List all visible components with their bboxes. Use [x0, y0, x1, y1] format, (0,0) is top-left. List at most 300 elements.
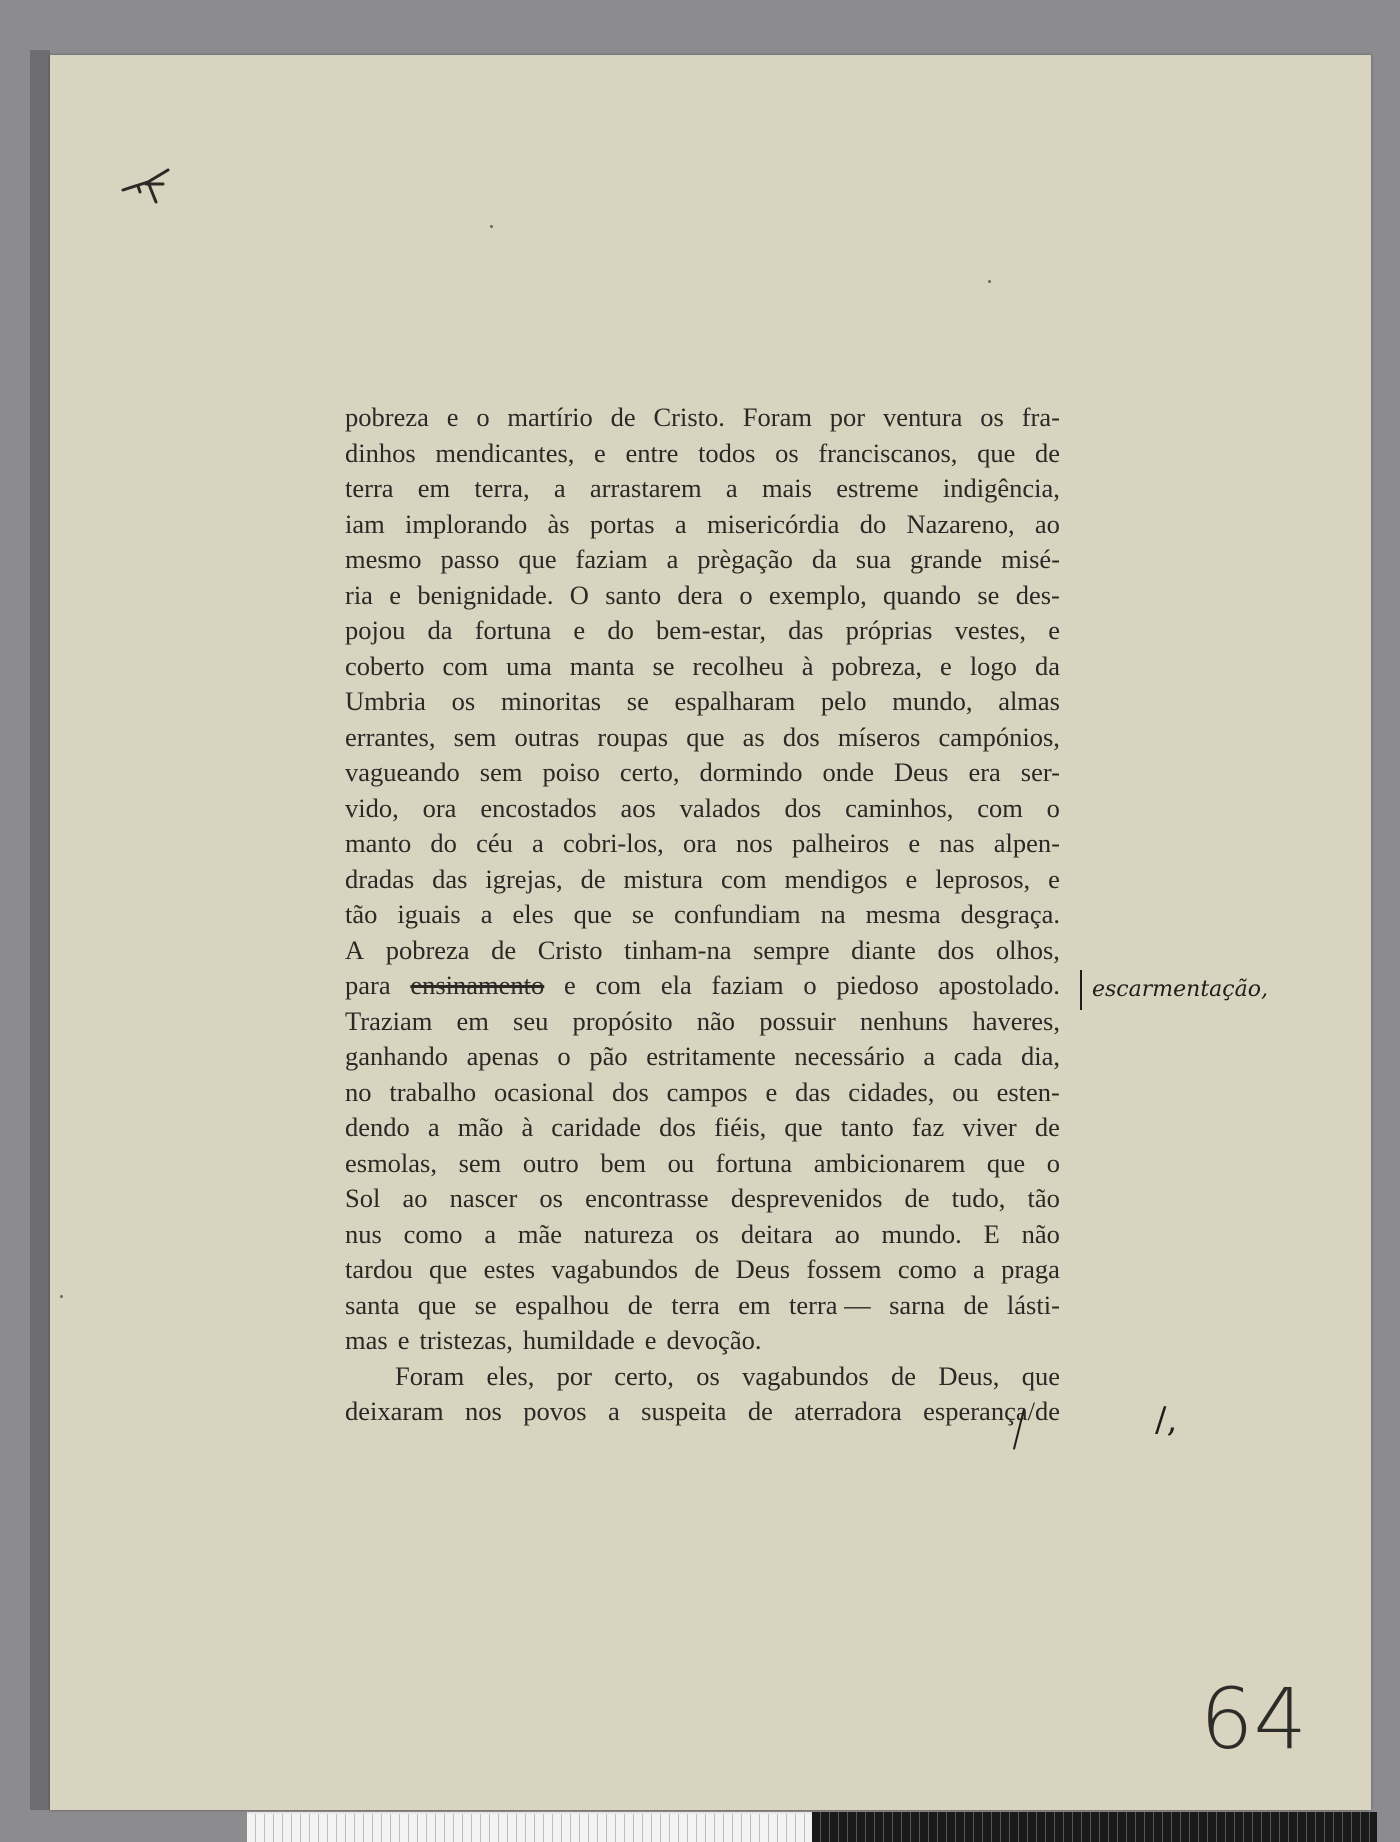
word: alpen- [993, 828, 1060, 858]
word: ou [952, 1076, 979, 1107]
word: que [977, 437, 1016, 468]
word: olhos, [995, 934, 1060, 965]
word: se [977, 579, 1000, 610]
word: do [859, 508, 887, 539]
word: mão [457, 1112, 504, 1142]
word: das [432, 863, 468, 894]
word: aos [620, 792, 656, 823]
word: com [442, 650, 489, 681]
word: desprevenidos [730, 1183, 883, 1213]
text-line [345, 1039, 1060, 1075]
word: se [631, 899, 654, 929]
word: portas [589, 508, 655, 539]
word: deixaram [345, 1396, 444, 1426]
scale-ruler [247, 1812, 1377, 1842]
paper-speck [60, 1295, 63, 1298]
word: tão [1027, 1183, 1060, 1213]
word: à [801, 650, 814, 681]
word: tão [345, 899, 378, 929]
word: e [940, 650, 952, 681]
word: indigência, [942, 473, 1060, 503]
word: pobreza [345, 402, 429, 432]
word: estritamente [646, 1041, 776, 1071]
text-line [345, 791, 1060, 827]
text-line [345, 542, 1060, 578]
word: sarna [889, 1289, 946, 1320]
word: de [694, 1254, 720, 1284]
word: bem [600, 1147, 646, 1178]
word: faziam [575, 544, 648, 574]
word: de [747, 1396, 773, 1426]
word: o [1046, 1147, 1060, 1178]
word: da [1034, 650, 1060, 681]
ink-blot-icon [118, 162, 178, 222]
word: dos [611, 1076, 649, 1107]
paper-speck [988, 280, 991, 283]
word: pão [589, 1041, 628, 1071]
word: cada [953, 1041, 1003, 1071]
word: esperança/de [923, 1396, 1060, 1426]
word: haveres, [972, 1005, 1060, 1036]
page-number: 64 [1200, 1670, 1307, 1768]
text-line [345, 755, 1060, 791]
word: se [626, 686, 649, 716]
word: viver [962, 1112, 1017, 1142]
word: nenhuns [859, 1005, 949, 1036]
word: roupas [597, 721, 669, 752]
word: des- [1015, 579, 1060, 610]
word: caridade [551, 1112, 642, 1142]
word: grande [910, 544, 983, 574]
word: recolheu [692, 650, 784, 681]
word: sempre [753, 934, 830, 965]
word: povos [523, 1396, 587, 1426]
scanner-shadow [30, 50, 50, 1810]
word: terra, [474, 473, 530, 503]
word: e [397, 1325, 410, 1355]
word: fossem [806, 1254, 882, 1284]
word: igrejas, [485, 863, 563, 894]
word: próprias [845, 615, 933, 645]
word: as [742, 721, 765, 752]
word: martírio [507, 402, 593, 432]
word: iguais [397, 899, 461, 929]
word: vagueando [345, 757, 460, 787]
word: e [573, 615, 586, 645]
text-line [345, 1323, 1060, 1359]
text-line [345, 1075, 1060, 1111]
word: fra- [1021, 402, 1060, 432]
word: apostolado. [938, 970, 1060, 1000]
word: de [580, 863, 606, 894]
word: sua [855, 544, 892, 574]
word: Umbria [345, 686, 426, 716]
text-line [345, 578, 1060, 614]
word: quando [883, 579, 962, 610]
text-line [345, 1217, 1060, 1253]
word: não [696, 1005, 736, 1036]
word: faz [911, 1112, 945, 1142]
text-line [345, 1288, 1060, 1324]
text-line [345, 897, 1060, 933]
word: a [973, 1254, 985, 1284]
word: dos [782, 721, 820, 752]
word: pojou [345, 615, 406, 645]
word: para [345, 970, 391, 1000]
word: terra — [789, 1289, 871, 1320]
word: valados [679, 792, 761, 823]
word: esten- [996, 1076, 1060, 1107]
word: vestes, [954, 615, 1027, 645]
word: da [811, 544, 837, 574]
word: mistura [623, 863, 704, 894]
word: dinhos [345, 437, 416, 468]
word: ser- [1020, 757, 1060, 787]
word: que [1021, 1360, 1060, 1391]
word: cobri-los, [562, 828, 664, 858]
text-line [345, 400, 1060, 436]
word: mendigos [784, 863, 888, 894]
word: Deus [894, 757, 949, 787]
word: outro [522, 1147, 579, 1178]
word: com [720, 863, 767, 894]
text-line [345, 436, 1060, 472]
word: mas [345, 1325, 388, 1355]
word: coberto [345, 650, 425, 681]
word: ao [1034, 508, 1060, 539]
word: e [905, 863, 918, 894]
word: mãe [517, 1218, 563, 1249]
word: à [521, 1112, 534, 1142]
word: certo, [619, 757, 680, 787]
word: dendo [345, 1112, 410, 1142]
word: e [908, 828, 921, 858]
word: e [644, 1325, 657, 1355]
word: da [427, 615, 453, 645]
word: sem [453, 721, 497, 752]
word: desgraça. [960, 899, 1060, 929]
word: espalhou [515, 1289, 610, 1320]
word: o [1046, 792, 1060, 823]
word: às [547, 508, 570, 539]
word: que [573, 899, 612, 929]
word: de [1034, 1112, 1060, 1142]
word: ganhando [345, 1041, 449, 1071]
word: ventura [882, 402, 963, 432]
text-line [345, 1004, 1060, 1040]
word: ela [660, 970, 692, 1000]
word: seu [513, 1005, 549, 1036]
word: em [738, 1289, 771, 1320]
word: nascer [449, 1183, 518, 1213]
word: tanto [840, 1112, 894, 1142]
word: a [484, 1218, 497, 1249]
word: trabalho [389, 1076, 477, 1107]
word: como [403, 1218, 463, 1249]
word: que [784, 1112, 823, 1142]
word: de [904, 1183, 930, 1213]
word: o [476, 402, 490, 432]
word: por [556, 1360, 592, 1391]
text-line [345, 826, 1060, 862]
word: estes [483, 1254, 536, 1284]
word: fortuna [715, 1147, 793, 1178]
word: manto [345, 828, 412, 858]
word: a [923, 1041, 936, 1071]
word: ou [667, 1147, 695, 1178]
ruler-dark-segment [812, 1812, 1377, 1842]
word: mundo. [881, 1218, 962, 1249]
text-line [345, 862, 1060, 898]
word: possuir [759, 1005, 836, 1036]
word: se [474, 1289, 497, 1320]
word: tardou [345, 1254, 413, 1284]
text-line [345, 649, 1060, 685]
word: A [345, 934, 365, 965]
word: onde [822, 757, 875, 787]
word: Deus [735, 1254, 791, 1284]
word: bem-estar, [655, 615, 767, 645]
word: de [491, 934, 517, 965]
word: Traziam [345, 1005, 433, 1036]
word: misericórdia [706, 508, 840, 539]
word: de [627, 1289, 653, 1320]
text-line [345, 933, 1060, 969]
word: o [739, 579, 753, 610]
word: a [725, 473, 738, 503]
word: os [775, 437, 799, 468]
word: ora [682, 828, 717, 858]
word: em [417, 473, 451, 503]
word: E [983, 1218, 1000, 1249]
word: os [696, 1360, 720, 1391]
word: a [553, 473, 566, 503]
struck-word: ensinamento [410, 970, 545, 1000]
word: céu [476, 828, 513, 858]
word: sem [458, 1147, 502, 1178]
word: nos [465, 1396, 502, 1426]
word: ria [345, 579, 373, 610]
word: a [480, 899, 493, 929]
word: mendicantes, [435, 437, 575, 468]
word: com [595, 970, 642, 1000]
word: natureza [583, 1218, 674, 1249]
word: manta [569, 650, 635, 681]
word: de [890, 1360, 916, 1391]
word: implorando [405, 508, 528, 539]
word: no [345, 1076, 372, 1107]
word: O [569, 579, 589, 610]
word: outras [514, 721, 580, 752]
word: Foram [395, 1360, 465, 1391]
word: deitara [740, 1218, 813, 1249]
word: confundiam [674, 899, 801, 929]
word: campos [666, 1076, 748, 1107]
word: mais [761, 473, 812, 503]
word: o [803, 970, 817, 1000]
word: minoritas [500, 686, 602, 716]
word: míseros [837, 721, 921, 752]
word: devoção. [666, 1325, 762, 1355]
body-text [345, 400, 1060, 1430]
word: a [607, 1396, 620, 1426]
word: diante [851, 934, 916, 965]
word: Cristo. [653, 402, 725, 432]
word: pobreza, [831, 650, 923, 681]
word: uma [506, 650, 552, 681]
word: era [968, 757, 1001, 787]
word: eles [512, 899, 554, 929]
word: benignidade. [417, 579, 554, 610]
word: se [652, 650, 675, 681]
word: e [564, 970, 576, 1000]
word: e [446, 402, 459, 432]
word: a [427, 1112, 440, 1142]
word: ambicionarem [813, 1147, 966, 1178]
word: exemplo, [768, 579, 867, 610]
word: em [456, 1005, 489, 1036]
word: prègação [697, 544, 793, 574]
word: cidades, [848, 1076, 935, 1107]
word: os [451, 686, 476, 716]
word: que [417, 1289, 457, 1320]
word: das [788, 615, 824, 645]
margin-insert-mark: /, [1155, 1400, 1178, 1440]
word: e [594, 437, 606, 468]
word: não [1021, 1218, 1060, 1249]
word: dos [937, 934, 975, 965]
text-line [345, 1146, 1060, 1182]
word: ora [422, 792, 457, 823]
word: campónios, [938, 721, 1060, 752]
word: de [610, 402, 636, 432]
word: dos [659, 1112, 696, 1142]
word: vagabundos [742, 1360, 869, 1391]
word: suspeita [641, 1396, 727, 1426]
word: aterradora [794, 1396, 902, 1426]
word: a [674, 508, 687, 539]
word: os [539, 1183, 563, 1213]
word: caminhos, [845, 792, 954, 823]
word: Cristo [537, 934, 603, 965]
word: humildade [522, 1325, 635, 1355]
word: que [986, 1147, 1026, 1178]
word: Foram [742, 402, 812, 432]
word: e [1048, 863, 1060, 894]
word: sem [479, 757, 523, 787]
word: por [829, 402, 866, 432]
word: misé- [1001, 544, 1060, 574]
text-line [345, 720, 1060, 756]
word: propósito [572, 1005, 673, 1036]
word: todos [698, 437, 756, 468]
word: passo [440, 544, 500, 574]
text-line [345, 507, 1060, 543]
word: que [429, 1254, 468, 1284]
word: Deus, [938, 1360, 1000, 1391]
word: santo [605, 579, 662, 610]
word: do [607, 615, 634, 645]
word: santa [345, 1289, 400, 1320]
text-line [345, 1181, 1060, 1217]
word: praga [1001, 1254, 1060, 1284]
word: terra [345, 473, 394, 503]
word: errantes, [345, 721, 436, 752]
word: espalharam [674, 686, 796, 716]
word: faziam [711, 970, 784, 1000]
text-line [345, 1394, 1060, 1430]
word: apenas [466, 1041, 539, 1071]
word: franciscanos, [818, 437, 958, 468]
word: ao [402, 1183, 428, 1213]
text-line [345, 1252, 1060, 1288]
word: os [980, 402, 1004, 432]
paper-speck [490, 225, 493, 228]
word: logo [969, 650, 1017, 681]
word: dos [784, 792, 822, 823]
word: das [795, 1076, 831, 1107]
word: arrastarem [589, 473, 702, 503]
word: ao [834, 1218, 860, 1249]
word: a [532, 828, 544, 858]
word: que [518, 544, 557, 574]
word: certo, [614, 1360, 674, 1391]
word: lásti- [1006, 1289, 1060, 1320]
word: Sol [345, 1183, 381, 1213]
word: e [765, 1076, 778, 1107]
text-line [345, 471, 1060, 507]
word: e [1048, 615, 1060, 645]
word: dia, [1020, 1041, 1060, 1071]
word: na [820, 899, 846, 929]
text-line [345, 1359, 1060, 1395]
word: fortuna [474, 615, 552, 645]
word: eles, [486, 1360, 535, 1391]
word: encostados [480, 792, 597, 823]
word: esmolas, [345, 1147, 437, 1178]
text-line [345, 1110, 1060, 1146]
text-line [345, 684, 1060, 720]
text-line [345, 613, 1060, 649]
word: entre [625, 437, 679, 468]
word: fiéis, [714, 1112, 767, 1142]
word: dradas [345, 863, 415, 894]
word: nus [345, 1218, 382, 1249]
word: almas [998, 686, 1060, 716]
margin-correction: escarmentação, [1080, 970, 1268, 1010]
word: com [977, 792, 1023, 823]
word: a [666, 544, 679, 574]
word: nas [939, 828, 975, 858]
word: encontrasse [585, 1183, 709, 1213]
word: os [695, 1218, 719, 1249]
word: nos [736, 828, 773, 858]
word: pobreza [385, 934, 470, 965]
word: mesma [865, 899, 941, 929]
word: mundo, [892, 686, 973, 716]
ruler-light-segment [247, 1812, 812, 1842]
word: pelo [820, 686, 867, 716]
word: tudo, [951, 1183, 1006, 1213]
word: tristezas, [419, 1325, 513, 1355]
word: do [430, 828, 457, 858]
word: tinham-na [624, 934, 732, 965]
word: mesmo [345, 544, 422, 574]
word: terra [671, 1289, 720, 1320]
word: iam [345, 508, 385, 539]
word: estreme [836, 473, 919, 503]
word: que [686, 721, 725, 752]
